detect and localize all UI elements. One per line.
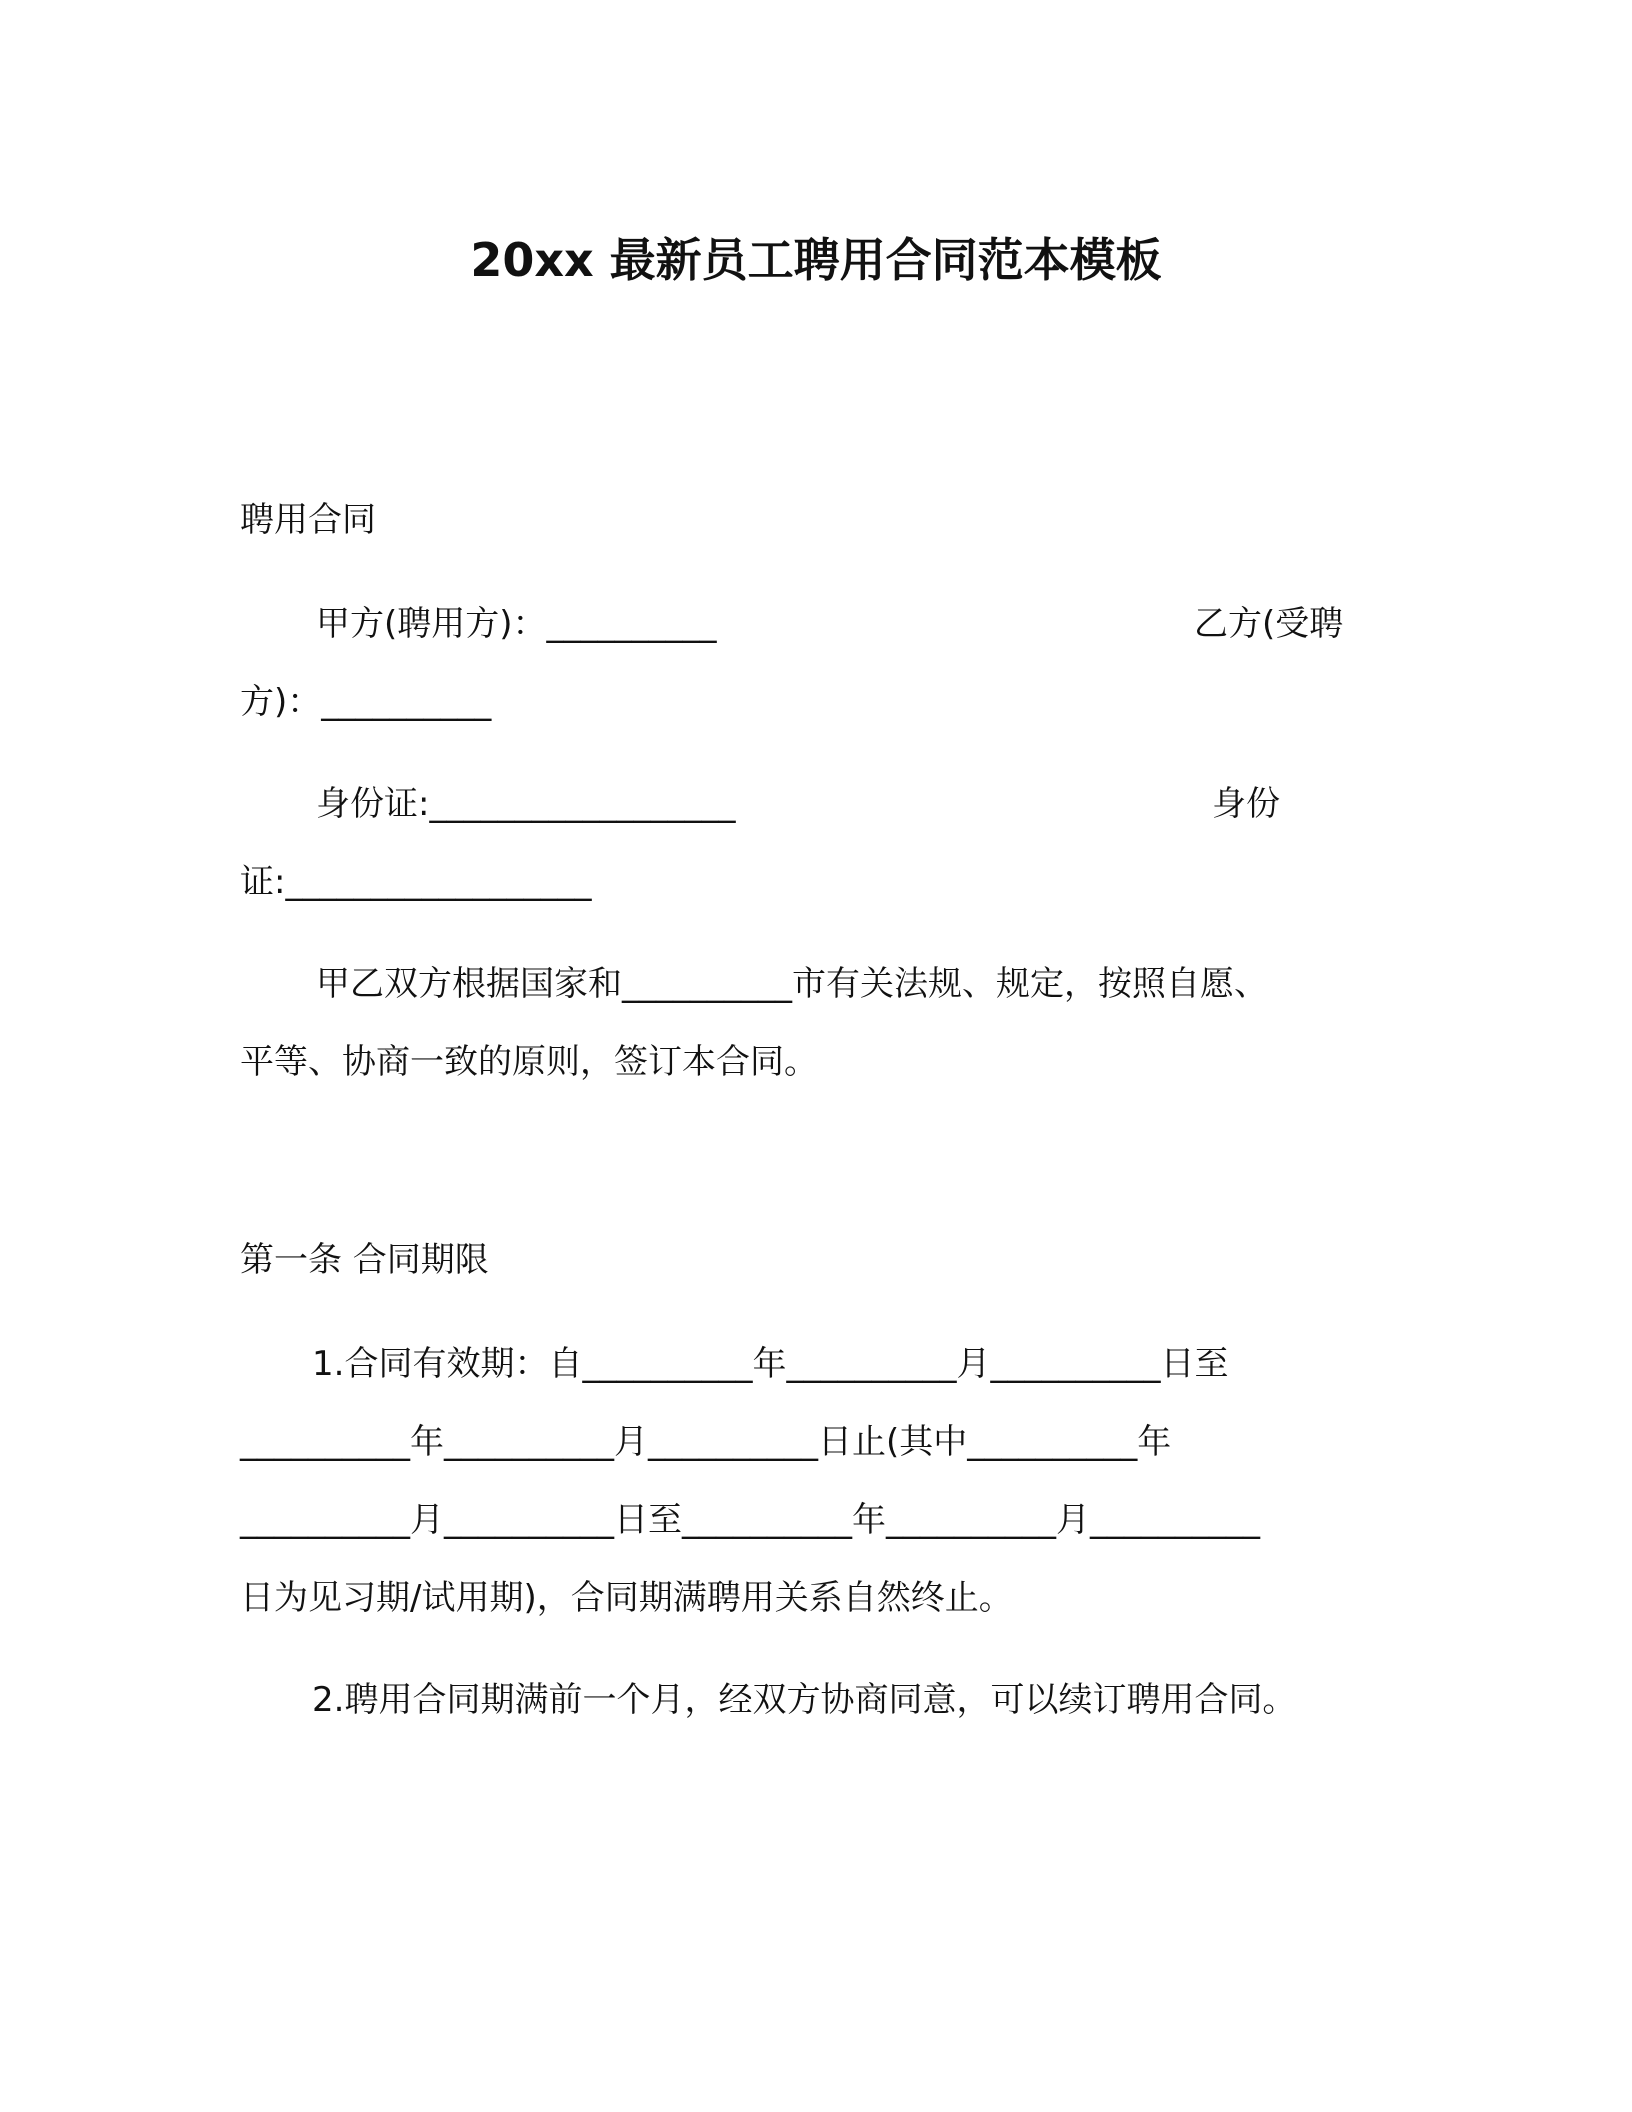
clause-1-line-2: __________年__________月__________日止(其中__________年 bbox=[240, 1422, 1172, 1462]
id-b-field-start: 身份 bbox=[1212, 784, 1280, 824]
clause-1-line-3: __________月__________日至__________年__________月__________ bbox=[240, 1500, 1260, 1540]
clause-2-line-1: 2.聘用合同期满前一个月，经双方协商同意，可以续订聘用合同。 bbox=[312, 1680, 1297, 1720]
preamble-line-2: 平等、协商一致的原则，签订本合同。 bbox=[240, 1042, 818, 1082]
id-b-field-end: 证:__________________ bbox=[240, 862, 592, 902]
preamble-line-1: 甲乙双方根据国家和__________市有关法规、规定，按照自愿、 bbox=[316, 964, 1268, 1004]
clause-1-line-1: 1.合同有效期：自__________年__________月__________日至 bbox=[312, 1344, 1229, 1384]
clause-1-line-4: 日为见习期/试用期)，合同期满聘用关系自然终止。 bbox=[240, 1578, 1013, 1618]
party-b-field-start: 乙方(受聘 bbox=[1194, 604, 1344, 644]
section-heading: 聘用合同 bbox=[240, 500, 376, 540]
id-a-field: 身份证:__________________ bbox=[316, 784, 736, 824]
party-b-field-end: 方)：__________ bbox=[240, 682, 492, 722]
document-title: 20xx 最新员工聘用合同范本模板 bbox=[470, 233, 1162, 287]
article-1-heading: 第一条 合同期限 bbox=[240, 1240, 489, 1280]
party-a-field: 甲方(聘用方)：__________ bbox=[316, 604, 717, 644]
